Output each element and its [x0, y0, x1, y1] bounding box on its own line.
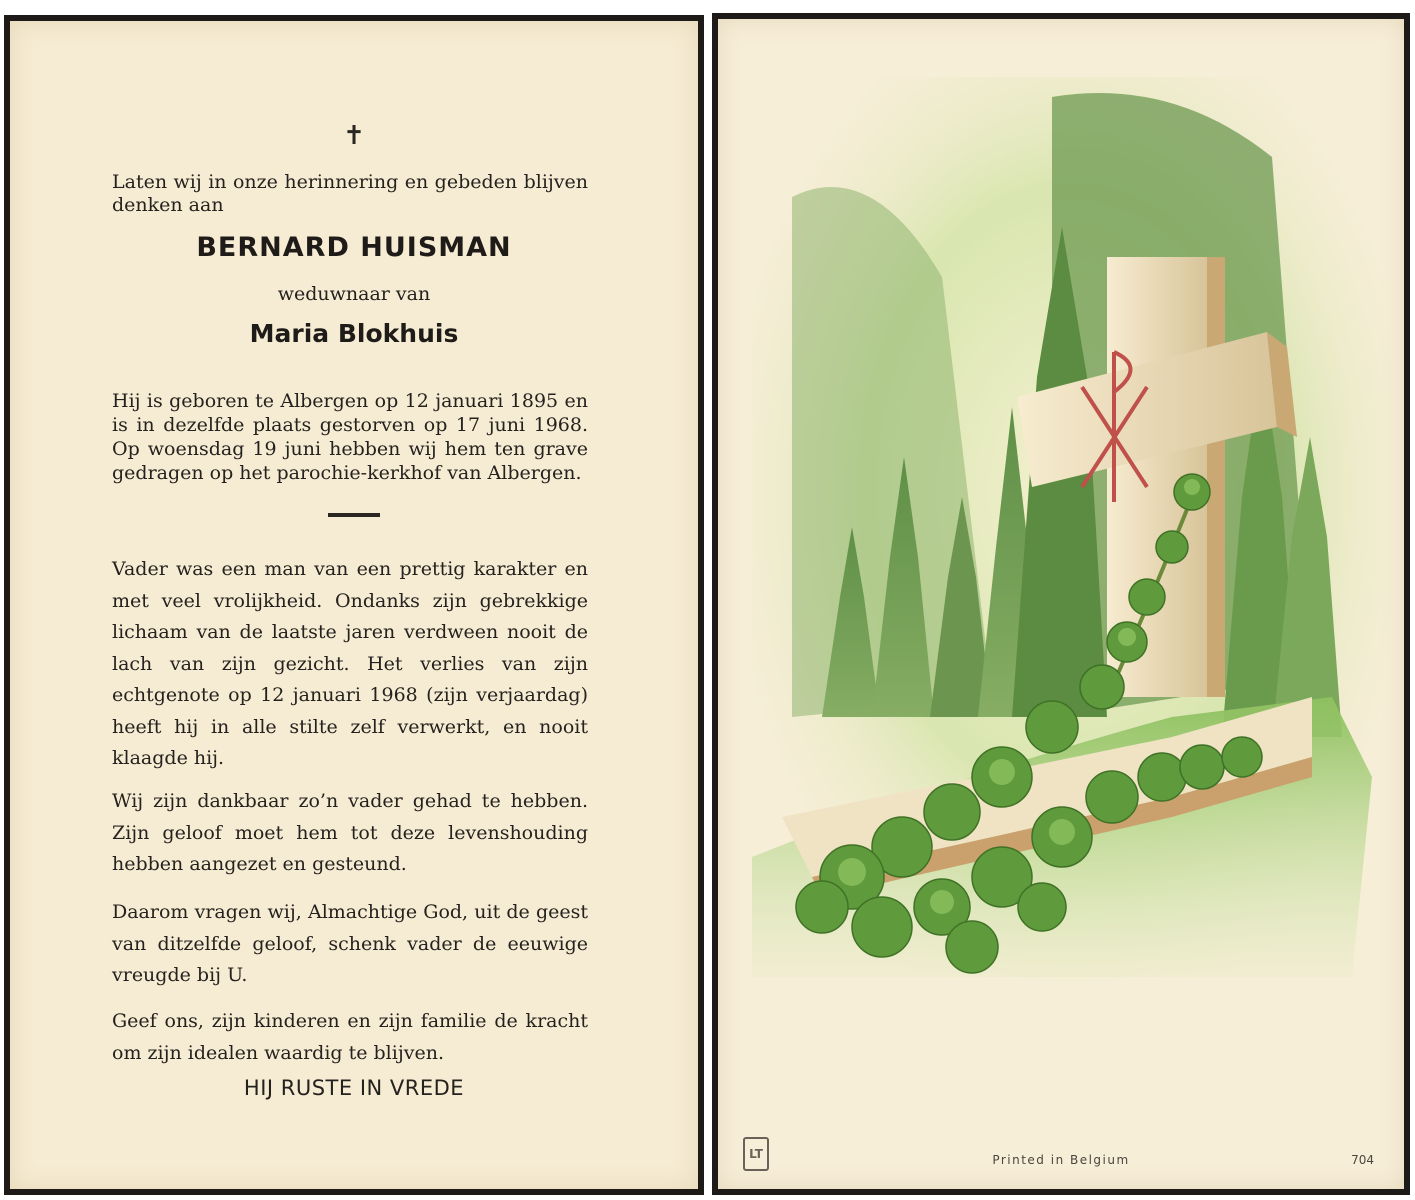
paragraph-character: Vader was een man van een prettig karakter en met veel vrolijkheid. Ondanks zijn gebrekkige lichaam van de laatste jaren verdween nooit de lach van zijn gezicht. Het verlies van zijn echtgenote op 12 januari 1968 (zijn verjaardag) heeft hij in alle stilte zelf verwerkt, en nooit klaagde hij.	[112, 558, 588, 769]
paragraph-gratitude: Wij zijn dankbaar zo’n vader gehad te hebben. Zijn geloof moet hem tot deze levenshouding hebben aangezet en gesteund.	[112, 790, 588, 875]
memorial-card-picture-side	[712, 13, 1410, 1195]
paragraph-family: Geef ons, zijn kinderen en zijn familie de kracht om zijn idealen waardig te blijven.	[112, 1010, 588, 1064]
cross-icon: ✝	[343, 121, 365, 151]
cross-shadow	[1207, 257, 1225, 697]
card-number: 704	[1351, 1153, 1374, 1167]
publisher-logo: LT	[743, 1137, 769, 1171]
spouse-name: Maria Blokhuis	[249, 319, 459, 348]
cross-ivy-illustration	[752, 77, 1392, 997]
memorial-card-text-side	[4, 15, 704, 1195]
intro-text: Laten wij in onze herinnering en gebeden blijven denken aan	[112, 171, 588, 216]
paragraph-prayer: Daarom vragen wij, Almachtige God, uit de geest van ditzelfde geloof, schenk vader de eeuwige vreugde bij U.	[112, 901, 588, 986]
divider	[328, 513, 380, 517]
biography-text: Hij is geboren te Albergen op 12 januari 1895 en is in dezelfde plaats gestorven op 17 juni 1968. Op woensdag 19 juni hebben wij hem ten grave gedragen op het parochie-kerkhof van Albergen.	[112, 390, 588, 484]
deceased-name: BERNARD HUISMAN	[196, 232, 512, 263]
relation-text: weduwnaar van	[277, 283, 431, 305]
printed-in-note: Printed in Belgium	[992, 1153, 1130, 1167]
closing-text: HIJ RUSTE IN VREDE	[243, 1076, 465, 1100]
